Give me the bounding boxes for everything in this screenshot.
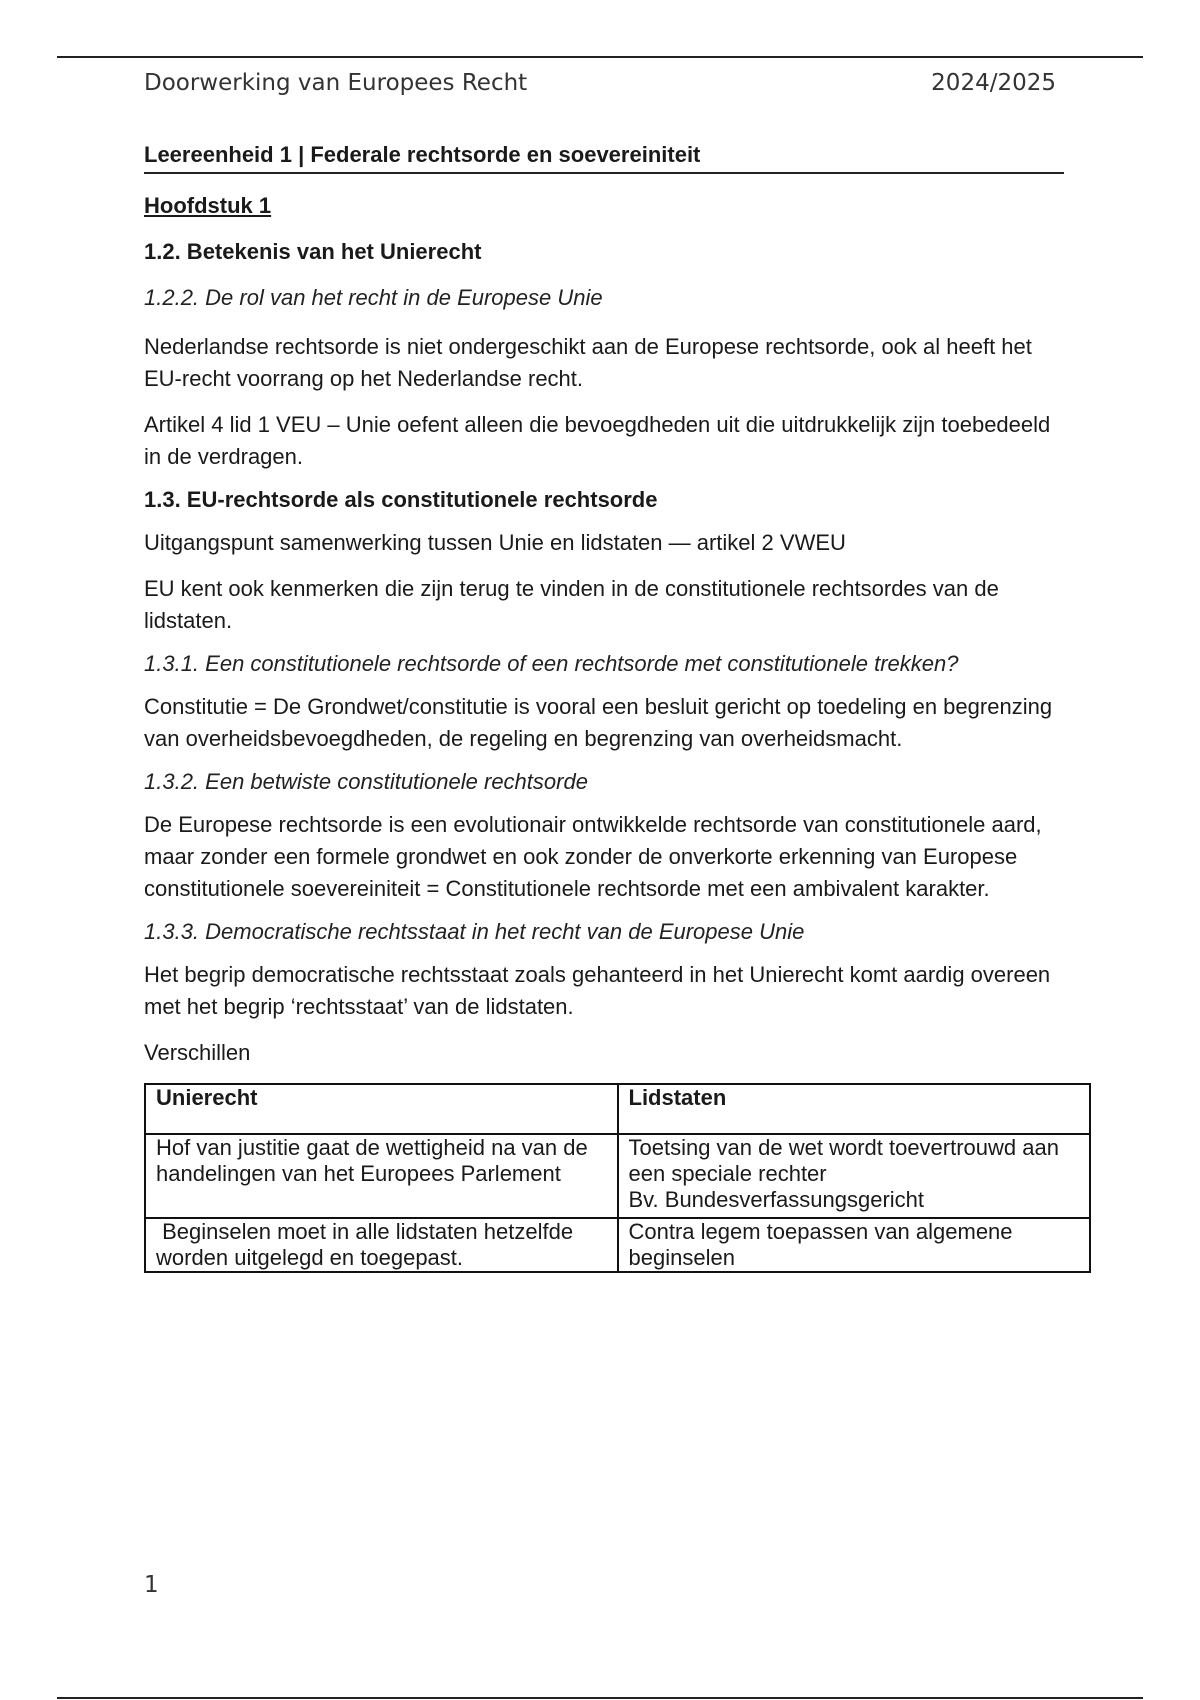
table-header-lidstaten: Lidstaten — [618, 1084, 1091, 1134]
table-cell-lidstaten — [618, 1218, 1091, 1272]
paragraph: Het begrip democratische rechtsstaat zoals gehanteerd in het Unierecht komt aardig overeen met het begrip ‘rechtsstaat’ van de lidstaten. — [144, 962, 1051, 1019]
verschillen-table — [144, 1083, 1091, 1273]
paragraph: De Europese rechtsorde is een evolutionair ontwikkelde rechtsorde van constitutionele aard, maar zonder een formele grondwet en ook zonder de onverkorte erkenning van Europese constitutionele soevereiniteit = Constitutionele rechtsorde met een ambivalent karakter. — [144, 812, 1042, 901]
unit-title: Leereenheid 1 | Federale rechtsorde en soevereiniteit — [144, 142, 1064, 174]
table-cell-unierecht: Beginselen moet in alle lidstaten hetzelfde worden uitgelegd en toegepast. — [145, 1218, 618, 1272]
paragraph: Uitgangspunt samenwerking tussen Unie en lidstaten — artikel 2 VWEU — [144, 530, 846, 555]
subsection-heading-1-3-1: 1.3.1. Een constitutionele rechtsorde of een rechtsorde met constitutionele trekken? — [144, 651, 959, 676]
chapter-heading: Hoofdstuk 1 — [144, 193, 272, 218]
table-header-unierecht: Unierecht — [145, 1084, 618, 1134]
subsection-heading-1-2-2: 1.2.2. De rol van het recht in de Europese Unie — [144, 285, 603, 310]
cell-line: Toetsing van de wet wordt toevertrouwd aan een speciale rechter — [628, 1135, 1059, 1186]
table-header-row — [145, 1084, 1090, 1134]
page-number: 1 — [144, 1572, 159, 1598]
header-year: 2024/2025 — [931, 70, 1056, 96]
cell-line: Bv. Bundesverfassungsgericht — [628, 1187, 925, 1212]
paragraph: Artikel 4 lid 1 VEU – Unie oefent alleen die bevoegdheden uit die uitdrukkelijk zijn toebedeeld in de verdragen. — [144, 412, 1051, 469]
paragraph: EU kent ook kenmerken die zijn terug te vinden in de constitutionele rechtsordes van de lidstaten. — [144, 576, 999, 633]
header-course-title: Doorwerking van Europees Recht — [144, 70, 528, 96]
table-cell-lidstaten — [618, 1134, 1091, 1218]
verschillen-label: Verschillen — [144, 1040, 251, 1065]
paragraph: Constitutie = De Grondwet/constitutie is vooral een besluit gericht op toedeling en begrenzing van overheidsbevoegdheden, de regeling en begrenzing van overheidsmacht. — [144, 694, 1053, 751]
subsection-heading-1-3-3: 1.3.3. Democratische rechtsstaat in het recht van de Europese Unie — [144, 919, 805, 944]
paragraph: Nederlandse rechtsorde is niet ondergeschikt aan de Europese rechtsorde, ook al heeft het EU-recht voorrang op het Nederlandse recht. — [144, 334, 1032, 391]
section-heading-1-3: 1.3. EU-rechtsorde als constitutionele rechtsorde — [144, 487, 658, 512]
table-row — [145, 1134, 1090, 1218]
cell-line: Contra legem toepassen van algemene beginselen — [628, 1219, 1013, 1270]
section-heading-1-2: 1.2. Betekenis van het Unierecht — [144, 239, 482, 264]
header-rule — [57, 56, 1143, 58]
document-body — [144, 142, 1064, 1273]
table-cell-unierecht: Hof van justitie gaat de wettigheid na van de handelingen van het Europees Parlement — [145, 1134, 618, 1218]
footer-rule — [57, 1697, 1143, 1699]
subsection-heading-1-3-2: 1.3.2. Een betwiste constitutionele rechtsorde — [144, 769, 588, 794]
table-row — [145, 1218, 1090, 1272]
